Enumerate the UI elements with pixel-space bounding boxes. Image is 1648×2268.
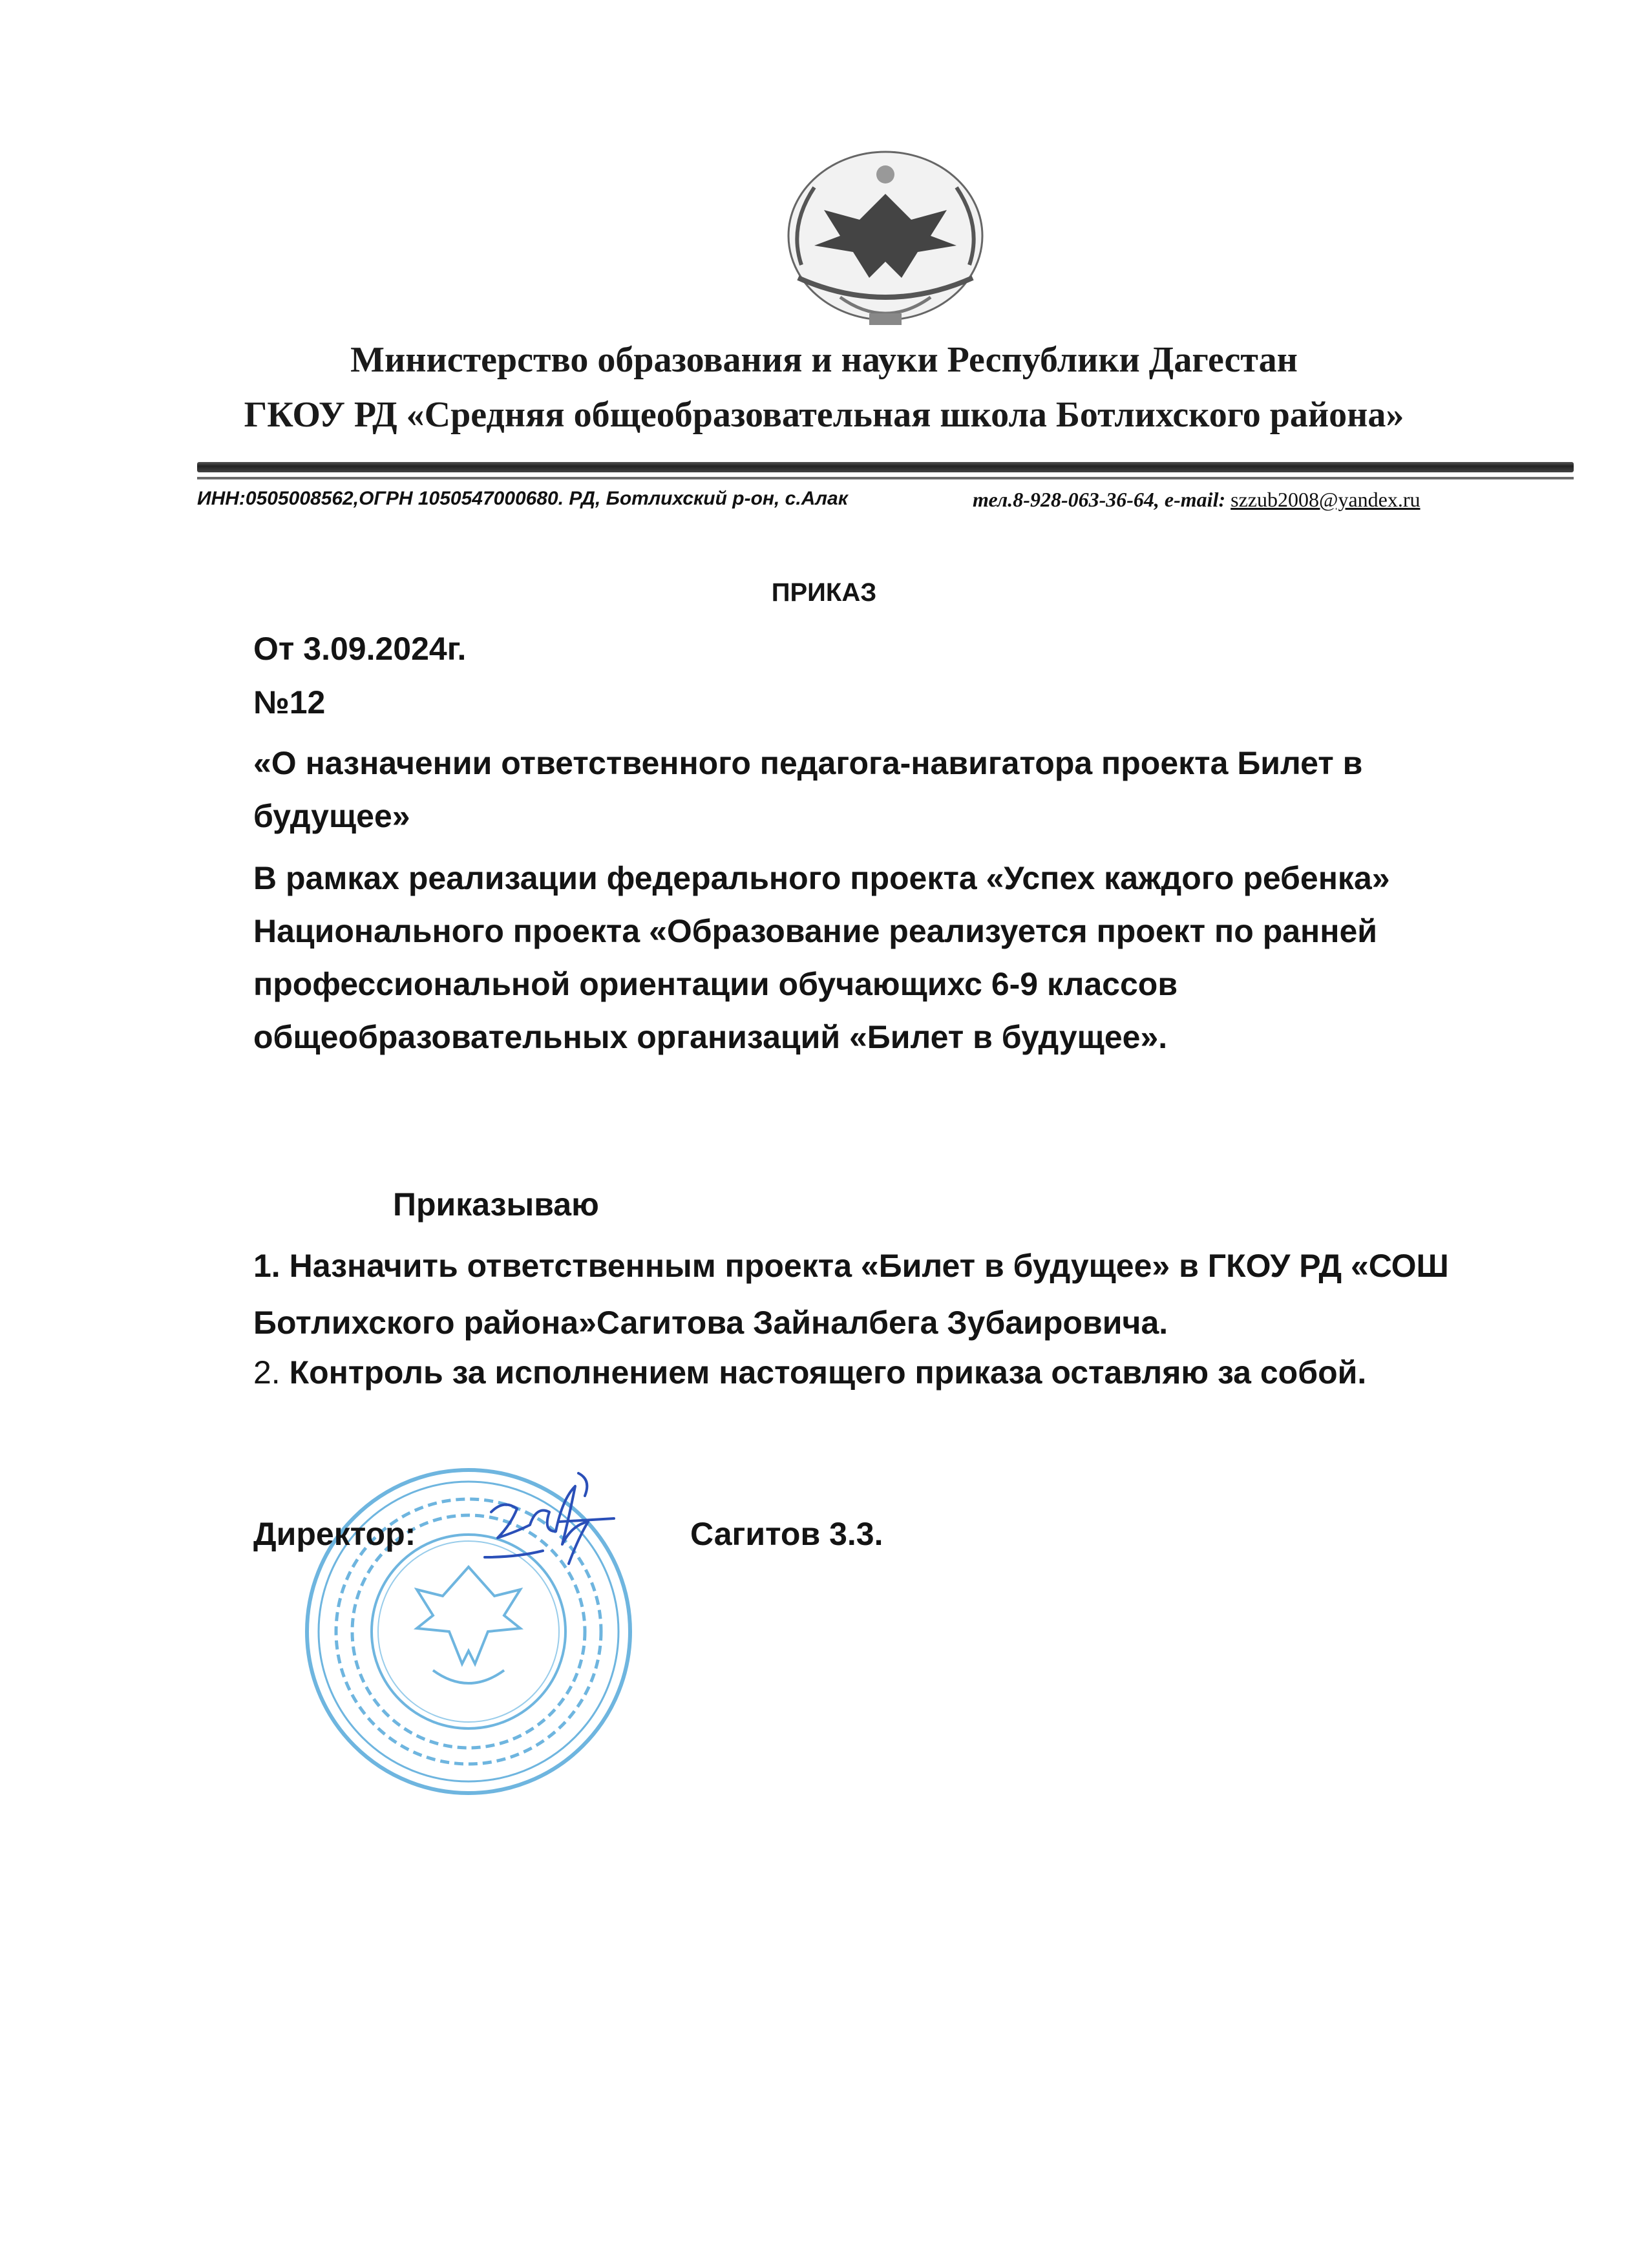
contact-line [973, 488, 1421, 512]
email-label: e-mail: [1164, 488, 1231, 511]
signature-icon [465, 1460, 620, 1590]
order-date: От 3.09.2024г. [253, 631, 467, 667]
school-requisites: ИНН:0505008562,ОГРН 1050547000680. РД, Ботлихский р-он, с.Алак [197, 488, 848, 509]
director-label: Директор: [253, 1516, 416, 1552]
order-item [253, 1237, 1520, 1351]
item-text: Назначить ответственным проекта «Билет в будущее» в ГКОУ РД «СОШ Ботлихского района»Сагитова Зайналбега Зубаировича. [253, 1248, 1449, 1341]
order-preamble: В рамках реализации федерального проекта «Успех каждого ребенка» Национального проекта «Образование реализуется проект по ранней профессиональной ориентации обучающихс 6-9 классов общеобразовательных организаций «Билет в будущее». [253, 860, 1390, 1055]
order-item [253, 1354, 1366, 1391]
phone-label: тел. [973, 488, 1013, 511]
school-title: ГКОУ РД «Средняя общеобразовательная школа Ботлихского района» [244, 395, 1404, 435]
order-verb: Приказываю [393, 1186, 599, 1223]
order-subject: «О назначении ответственного педагога-навигатора проекта Билет в будущее» [253, 745, 1363, 834]
item-number: 2. [253, 1354, 280, 1391]
item-text: Контроль за исполнением настоящего приказа оставляю за собой. [289, 1354, 1367, 1391]
director-name: Сагитов 3.3. [690, 1516, 883, 1552]
order-number: №12 [253, 684, 326, 720]
item-number: 1. [253, 1248, 280, 1284]
email-link[interactable]: szzub2008@yandex.ru [1231, 488, 1421, 511]
coat-of-arms-icon [763, 149, 1008, 336]
letterhead-rule [197, 462, 1574, 472]
ministry-title: Министерство образования и науки Республики Дагестан [350, 340, 1298, 380]
order-title: ПРИКАЗ [771, 578, 877, 607]
letterhead-rule-thin [197, 477, 1574, 479]
phone-number: 8-928-063-36-64, [1013, 488, 1165, 511]
